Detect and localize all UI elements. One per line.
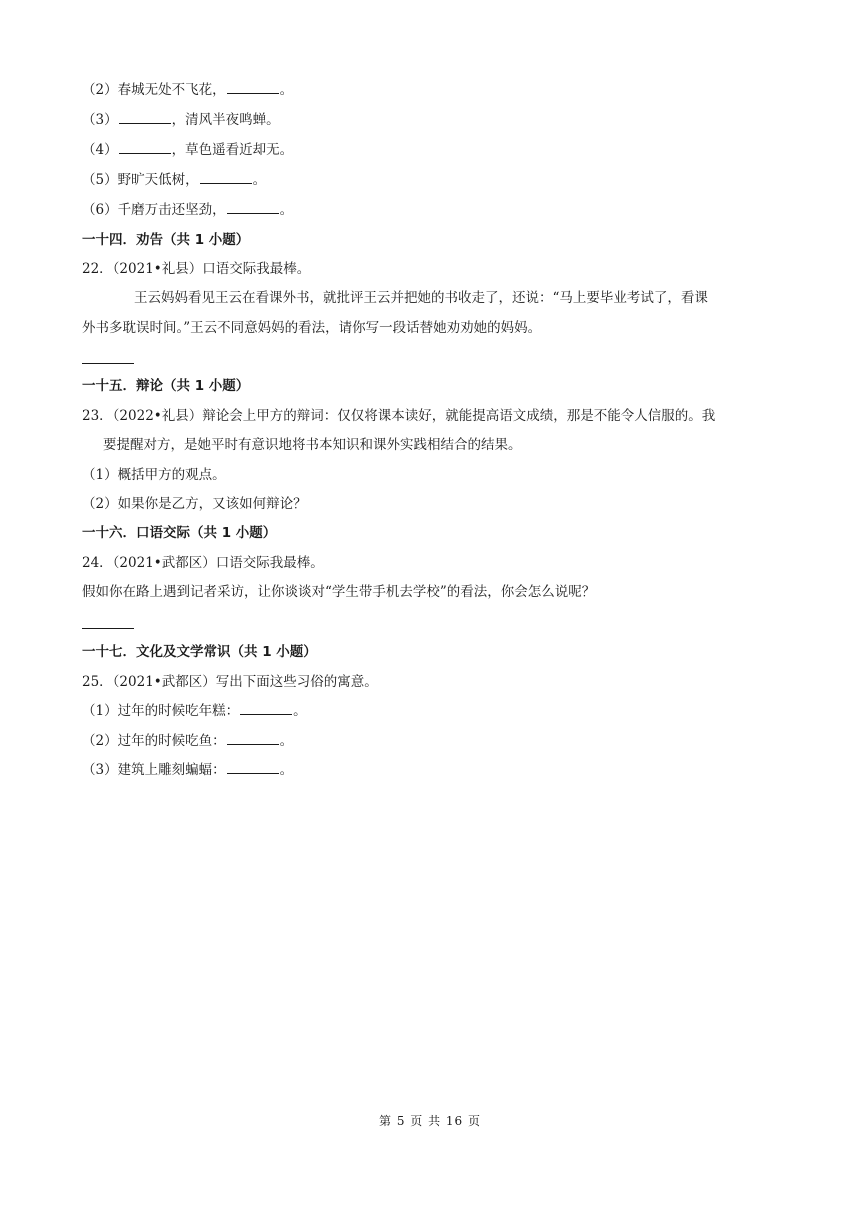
question-22-paragraph-line1: 王云妈妈看见王云在看课外书，就批评王云并把她的书收走了，还说：“马上要毕业考试了，看课 [134,290,708,306]
poetry-item-3-after: ，清风半夜鸣蝉。 [171,112,280,128]
answer-blank[interactable] [200,170,252,184]
poetry-item-6-before: （6）千磨万击还坚劲， [82,202,226,218]
question-25: 25．（2021•武都区）写出下面这些习俗的寓意。 [82,674,378,690]
answer-blank[interactable] [227,80,279,94]
question-22: 22．（2021•礼县）口语交际我最棒。 [82,261,311,277]
poetry-item-5-after: 。 [252,172,267,188]
poetry-item-2 [82,80,293,100]
poetry-item-6-after: 。 [279,202,294,218]
poetry-item-4-after: ，草色遥看近却无。 [171,142,294,158]
answer-blank[interactable] [227,760,279,774]
question-25-item-1 [82,701,307,721]
poetry-item-2-before: （2）春城无处不飞花， [82,82,226,98]
question-23-sub2: （2）如果你是乙方，又该如何辩论？ [82,496,307,512]
question-23-sub1: （1）概括甲方的观点。 [82,467,226,483]
question-25-item-2-before: （2）过年的时候吃鱼： [82,733,226,749]
question-25-item-2 [82,731,293,751]
poetry-item-2-after: 。 [279,82,294,98]
poetry-item-4 [82,140,293,160]
section-17-heading: 一十七．文化及文学常识（共 1 小题） [82,644,317,660]
answer-blank[interactable] [119,140,171,154]
question-24: 24．（2021•武都区）口语交际我最棒。 [82,555,324,571]
question-23-line1: 23．（2022•礼县）辩论会上甲方的辩词：仅仅将课本读好，就能提高语文成绩，那是不能令人信服的。我 [82,408,716,424]
poetry-item-5 [82,170,266,190]
section-15-heading: 一十五．辩论（共 1 小题） [82,378,250,394]
question-22-paragraph-line2: 外书多耽误时间。”王云不同意妈妈的看法，请你写一段话替她劝劝她的妈妈。 [82,320,542,336]
poetry-item-3 [82,110,280,130]
answer-blank[interactable] [240,701,292,715]
question-24-body: 假如你在路上遇到记者采访，让你谈谈对“学生带手机去学校”的看法，你会怎么说呢？ [82,584,596,600]
poetry-item-5-before: （5）野旷天低树， [82,172,199,188]
answer-blank[interactable] [227,200,279,214]
answer-line[interactable] [82,628,134,629]
poetry-item-4-before: （4） [82,142,118,158]
answer-line[interactable] [82,363,134,364]
section-14-heading: 一十四．劝告（共 1 小题） [82,232,250,248]
page-footer: 第 5 页 共 16 页 [379,1114,481,1128]
question-25-item-1-before: （1）过年的时候吃年糕： [82,703,240,719]
poetry-item-6 [82,200,293,220]
question-25-item-3 [82,760,293,780]
question-25-item-3-after: 。 [279,762,294,778]
question-25-item-2-after: 。 [279,733,294,749]
question-25-item-3-before: （3）建筑上雕刻蝙蝠： [82,762,226,778]
section-16-heading: 一十六．口语交际（共 1 小题） [82,525,277,541]
poetry-item-3-before: （3） [82,112,118,128]
answer-blank[interactable] [227,731,279,745]
question-25-item-1-after: 。 [293,703,307,719]
answer-blank[interactable] [119,110,171,124]
question-23-line2: 要提醒对方，是她平时有意识地将书本知识和课外实践相结合的结果。 [103,437,522,453]
